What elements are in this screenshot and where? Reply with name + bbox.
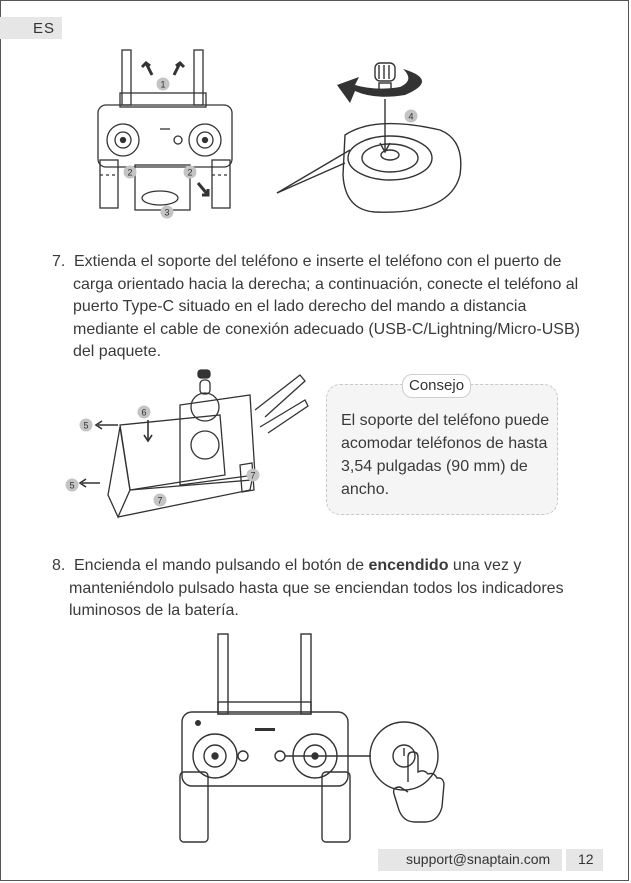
step-8-line: luminosos de la batería. [69, 602, 239, 619]
support-email-link[interactable]: support@snaptain.com [406, 851, 551, 867]
battery-indicators [255, 728, 275, 731]
tip-text [341, 409, 553, 501]
tip-title: Consejo [402, 374, 471, 398]
callout-label: 6 [141, 407, 147, 418]
power-keyword: encendido [368, 557, 449, 574]
step-8-line: manteniéndolo pulsado hasta que se enciendan todos los indicadores [69, 579, 564, 597]
callout-label: 5 [69, 480, 75, 491]
step-number: 7. [52, 253, 66, 270]
callout-label: 2 [187, 167, 193, 178]
stick-install-illustration [275, 55, 465, 215]
power-on-illustration [170, 632, 450, 847]
step-7-instruction [52, 251, 592, 364]
callout-label: 3 [164, 207, 170, 218]
step-7-line: del paquete. [73, 343, 162, 360]
callout-label: 2 [127, 167, 133, 178]
callout-label: 7 [250, 470, 256, 481]
tip-line: acomodar teléfonos de hasta [341, 435, 548, 452]
step-7-line: Extienda el soporte del teléfono e inserte el teléfono con el puerto de [74, 253, 562, 270]
callout-label: 5 [83, 420, 89, 431]
callout-label: 4 [408, 111, 414, 122]
callout-label: 7 [157, 495, 163, 506]
tip-line: El soporte del teléfono puede [341, 412, 550, 429]
controller-antenna-illustration [90, 45, 250, 225]
callout-label: 1 [160, 79, 166, 90]
phone-holder-illustration [60, 365, 310, 525]
step-8-instruction [52, 555, 612, 623]
tip-line: 3,54 pulgadas (90 mm) de [341, 458, 528, 475]
page-number: 12 [578, 851, 594, 867]
step-7-line: mediante el cable de conexión adecuado (USB-C/Lightning/Micro-USB) [73, 320, 580, 338]
step-number: 8. [52, 557, 66, 574]
step-7-line: puerto Type-C situado en el lado derecho del mando a distancia [73, 298, 527, 315]
tip-line: ancho. [341, 481, 390, 498]
step-7-line: carga orientado hacia la derecha; a continuación, conecte el teléfono al [73, 275, 579, 293]
step-8-text: Encienda el mando pulsando el botón de [74, 557, 369, 574]
language-label: ES [33, 20, 56, 37]
step-8-text: una vez y [448, 557, 522, 574]
